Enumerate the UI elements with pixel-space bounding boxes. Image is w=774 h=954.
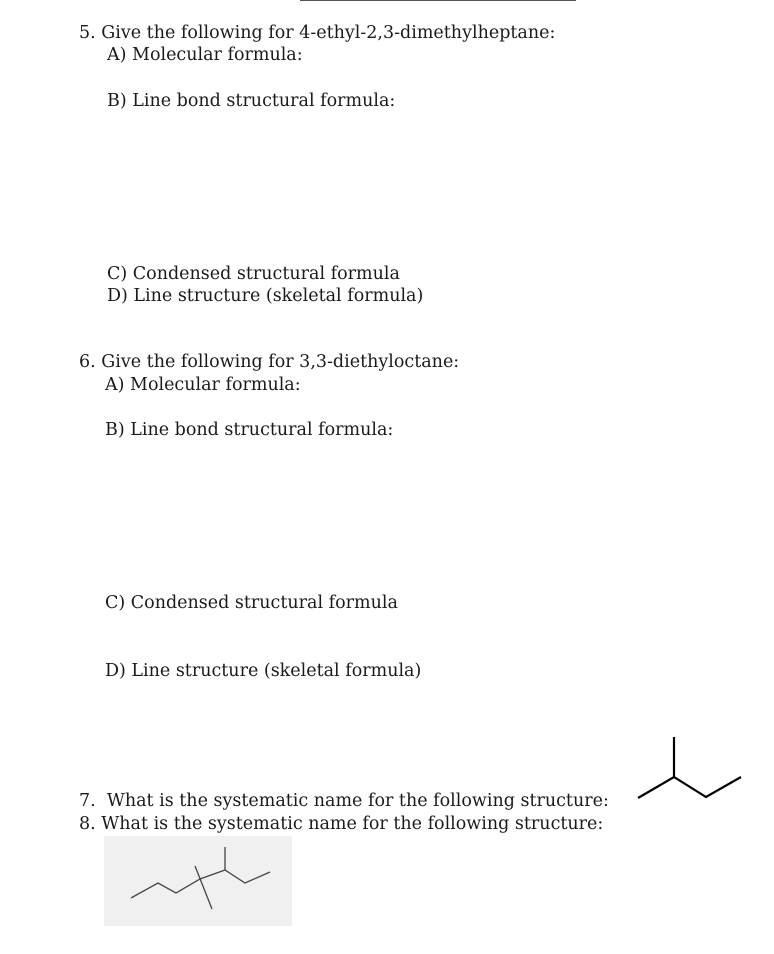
q6-number: 6. xyxy=(79,352,96,372)
q6-part-d: D) Line structure (skeletal formula) xyxy=(105,661,422,681)
q7-number: 7. xyxy=(79,791,96,811)
q5-part-c: C) Condensed structural formula xyxy=(107,264,400,284)
q5-part-b: B) Line bond structural formula: xyxy=(107,91,396,111)
q7-stem: What is the systematic name for the following structure: xyxy=(106,791,609,811)
q6-part-c: C) Condensed structural formula xyxy=(105,593,398,613)
q5-stem: Give the following for 4-ethyl-2,3-dimethylheptane: xyxy=(101,23,556,43)
q8-structure-main-chain xyxy=(131,870,270,898)
q8-stem: What is the systematic name for the following structure: xyxy=(101,814,604,834)
q6-stem: Give the following for 3,3-diethyloctane: xyxy=(101,352,460,372)
q5-part-a: A) Molecular formula: xyxy=(107,45,303,65)
q6-part-b: B) Line bond structural formula: xyxy=(105,420,394,440)
q8-number: 8. xyxy=(79,814,96,834)
q6-part-a: A) Molecular formula: xyxy=(105,375,301,395)
q5-number: 5. xyxy=(79,23,96,43)
q8-structure-branch-cross xyxy=(195,866,212,909)
q5-part-d: D) Line structure (skeletal formula) xyxy=(107,286,424,306)
